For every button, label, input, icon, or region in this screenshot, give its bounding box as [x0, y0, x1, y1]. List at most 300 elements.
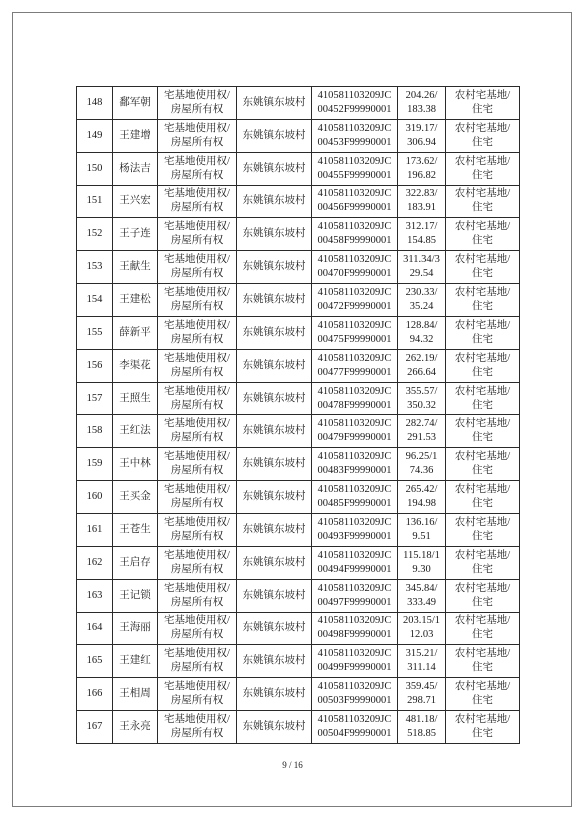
location-cell: 东姚镇东坡村 — [237, 546, 312, 579]
row-number: 148 — [77, 87, 113, 120]
usage-cell — [446, 579, 520, 612]
usage-line-1: 农村宅基地/ — [454, 319, 511, 331]
area-line-1: 96.25/1 — [405, 451, 438, 463]
cert-number-line-2: 00456F99990001 — [317, 202, 392, 214]
right-type-cell — [158, 546, 237, 579]
right-type-cell — [158, 382, 237, 415]
right-type-cell — [158, 513, 237, 546]
table-row — [77, 678, 520, 711]
holder-name: 王子连 — [113, 218, 158, 251]
usage-line-2: 住宅 — [472, 235, 493, 247]
area-line-2: 518.85 — [407, 727, 436, 739]
holder-name: 王红法 — [113, 415, 158, 448]
area-line-2: 350.32 — [407, 399, 436, 411]
cert-number-line-1: 410581103209JC — [317, 516, 392, 528]
cert-number-line-2: 00458F99990001 — [317, 235, 392, 247]
usage-line-2: 住宅 — [472, 169, 493, 181]
area-line-2: 183.38 — [407, 103, 436, 115]
usage-cell — [446, 415, 520, 448]
cert-number-line-2: 00499F99990001 — [317, 662, 392, 674]
location-cell: 东姚镇东坡村 — [237, 152, 312, 185]
right-type-line-1: 宅基地使用权/ — [164, 418, 230, 430]
location-cell: 东姚镇东坡村 — [237, 711, 312, 744]
right-type-line-2: 房屋所有权 — [170, 268, 224, 280]
usage-line-1: 农村宅基地/ — [454, 188, 511, 200]
cert-number-cell — [312, 284, 398, 317]
right-type-line-2: 房屋所有权 — [170, 695, 224, 707]
area-line-2: 9.51 — [412, 530, 431, 542]
right-type-line-1: 宅基地使用权/ — [164, 385, 230, 397]
cert-number-line-2: 00453F99990001 — [317, 136, 392, 148]
table-row — [77, 349, 520, 382]
area-cell — [398, 382, 446, 415]
usage-cell — [446, 251, 520, 284]
usage-line-1: 农村宅基地/ — [454, 549, 511, 561]
row-number: 160 — [77, 481, 113, 514]
right-type-line-1: 宅基地使用权/ — [164, 648, 230, 660]
right-type-line-1: 宅基地使用权/ — [164, 89, 230, 101]
usage-line-2: 住宅 — [472, 662, 493, 674]
cert-number-line-1: 410581103209JC — [317, 648, 392, 660]
cert-number-line-2: 00477F99990001 — [317, 366, 392, 378]
row-number: 158 — [77, 415, 113, 448]
cert-number-cell — [312, 415, 398, 448]
table-row — [77, 87, 520, 120]
location-cell: 东姚镇东坡村 — [237, 645, 312, 678]
right-type-cell — [158, 678, 237, 711]
area-line-1: 315.21/ — [405, 648, 438, 660]
usage-line-1: 农村宅基地/ — [454, 221, 511, 233]
row-number: 165 — [77, 645, 113, 678]
cert-number-line-2: 00478F99990001 — [317, 399, 392, 411]
area-cell — [398, 612, 446, 645]
row-number: 164 — [77, 612, 113, 645]
cert-number-line-1: 410581103209JC — [317, 681, 392, 693]
cert-number-line-2: 00455F99990001 — [317, 169, 392, 181]
usage-line-1: 农村宅基地/ — [454, 254, 511, 266]
area-line-1: 230.33/ — [405, 286, 438, 298]
usage-cell — [446, 185, 520, 218]
cert-number-line-2: 00452F99990001 — [317, 103, 392, 115]
usage-line-2: 住宅 — [472, 727, 493, 739]
usage-line-1: 农村宅基地/ — [454, 89, 511, 101]
location-cell: 东姚镇东坡村 — [237, 87, 312, 120]
right-type-line-2: 房屋所有权 — [170, 629, 224, 641]
area-cell — [398, 513, 446, 546]
row-number: 149 — [77, 119, 113, 152]
usage-cell — [446, 481, 520, 514]
cert-number-cell — [312, 152, 398, 185]
usage-cell — [446, 382, 520, 415]
holder-name: 王买金 — [113, 481, 158, 514]
location-cell: 东姚镇东坡村 — [237, 579, 312, 612]
cert-number-line-1: 410581103209JC — [317, 713, 392, 725]
right-type-cell — [158, 87, 237, 120]
location-cell: 东姚镇东坡村 — [237, 218, 312, 251]
usage-line-1: 农村宅基地/ — [454, 385, 511, 397]
usage-cell — [446, 678, 520, 711]
holder-name: 鄱军朝 — [113, 87, 158, 120]
cert-number-line-1: 410581103209JC — [317, 254, 392, 266]
usage-cell — [446, 87, 520, 120]
usage-line-2: 住宅 — [472, 136, 493, 148]
right-type-cell — [158, 316, 237, 349]
usage-cell — [446, 645, 520, 678]
holder-name: 王兴宏 — [113, 185, 158, 218]
usage-line-2: 住宅 — [472, 596, 493, 608]
area-line-2: 29.54 — [409, 268, 434, 280]
holder-name: 王苍生 — [113, 513, 158, 546]
row-number: 167 — [77, 711, 113, 744]
location-cell: 东姚镇东坡村 — [237, 251, 312, 284]
usage-line-2: 住宅 — [472, 498, 493, 510]
cert-number-cell — [312, 316, 398, 349]
location-cell: 东姚镇东坡村 — [237, 284, 312, 317]
row-number: 163 — [77, 579, 113, 612]
table-row — [77, 185, 520, 218]
area-line-1: 311.34/3 — [403, 254, 440, 266]
row-number: 155 — [77, 316, 113, 349]
right-type-line-2: 房屋所有权 — [170, 333, 224, 345]
holder-name: 杨法吉 — [113, 152, 158, 185]
location-cell: 东姚镇东坡村 — [237, 481, 312, 514]
table-row — [77, 382, 520, 415]
cert-number-cell — [312, 579, 398, 612]
area-line-2: 291.53 — [407, 432, 436, 444]
location-cell: 东姚镇东坡村 — [237, 382, 312, 415]
area-line-2: 266.64 — [407, 366, 436, 378]
area-line-1: 355.57/ — [405, 385, 438, 397]
usage-cell — [446, 513, 520, 546]
area-cell — [398, 546, 446, 579]
holder-name: 王建松 — [113, 284, 158, 317]
usage-line-1: 农村宅基地/ — [454, 681, 511, 693]
usage-line-2: 住宅 — [472, 530, 493, 542]
usage-line-2: 住宅 — [472, 432, 493, 444]
usage-line-2: 住宅 — [472, 202, 493, 214]
usage-cell — [446, 711, 520, 744]
right-type-cell — [158, 185, 237, 218]
right-type-line-2: 房屋所有权 — [170, 399, 224, 411]
right-type-line-1: 宅基地使用权/ — [164, 615, 230, 627]
area-line-1: 481.18/ — [405, 713, 438, 725]
right-type-line-1: 宅基地使用权/ — [164, 122, 230, 134]
usage-cell — [446, 152, 520, 185]
area-cell — [398, 316, 446, 349]
cert-number-line-2: 00485F99990001 — [317, 498, 392, 510]
area-line-1: 312.17/ — [405, 221, 438, 233]
holder-name: 王建增 — [113, 119, 158, 152]
area-cell — [398, 119, 446, 152]
right-type-line-1: 宅基地使用权/ — [164, 319, 230, 331]
usage-line-2: 住宅 — [472, 563, 493, 575]
right-type-line-2: 房屋所有权 — [170, 563, 224, 575]
usage-line-1: 农村宅基地/ — [454, 122, 511, 134]
row-number: 162 — [77, 546, 113, 579]
usage-line-2: 住宅 — [472, 268, 493, 280]
area-line-2: 74.36 — [409, 465, 434, 477]
right-type-line-1: 宅基地使用权/ — [164, 484, 230, 496]
cert-number-line-2: 00504F99990001 — [317, 727, 392, 739]
cert-number-line-1: 410581103209JC — [317, 319, 392, 331]
right-type-line-2: 房屋所有权 — [170, 136, 224, 148]
right-type-cell — [158, 612, 237, 645]
usage-line-1: 农村宅基地/ — [454, 352, 511, 364]
area-line-2: 311.14 — [407, 662, 436, 674]
area-line-1: 282.74/ — [405, 418, 438, 430]
right-type-cell — [158, 448, 237, 481]
cert-number-cell — [312, 119, 398, 152]
cert-number-cell — [312, 251, 398, 284]
area-cell — [398, 251, 446, 284]
usage-line-1: 农村宅基地/ — [454, 286, 511, 298]
usage-line-2: 住宅 — [472, 103, 493, 115]
area-line-1: 265.42/ — [405, 484, 438, 496]
right-type-line-2: 房屋所有权 — [170, 596, 224, 608]
right-type-line-1: 宅基地使用权/ — [164, 582, 230, 594]
registration-table — [76, 86, 520, 744]
area-cell — [398, 579, 446, 612]
location-cell: 东姚镇东坡村 — [237, 349, 312, 382]
usage-line-2: 住宅 — [472, 300, 493, 312]
row-number: 156 — [77, 349, 113, 382]
location-cell: 东姚镇东坡村 — [237, 185, 312, 218]
right-type-cell — [158, 349, 237, 382]
right-type-line-2: 房屋所有权 — [170, 202, 224, 214]
usage-line-1: 农村宅基地/ — [454, 582, 511, 594]
cert-number-line-1: 410581103209JC — [317, 89, 392, 101]
usage-cell — [446, 119, 520, 152]
row-number: 161 — [77, 513, 113, 546]
row-number: 159 — [77, 448, 113, 481]
cert-number-line-1: 410581103209JC — [317, 286, 392, 298]
area-cell — [398, 284, 446, 317]
right-type-cell — [158, 284, 237, 317]
cert-number-cell — [312, 513, 398, 546]
row-number: 151 — [77, 185, 113, 218]
cert-number-line-1: 410581103209JC — [317, 352, 392, 364]
table-row — [77, 415, 520, 448]
area-line-1: 322.83/ — [405, 188, 438, 200]
cert-number-line-1: 410581103209JC — [317, 122, 392, 134]
table-row — [77, 218, 520, 251]
row-number: 157 — [77, 382, 113, 415]
area-cell — [398, 415, 446, 448]
cert-number-cell — [312, 678, 398, 711]
table-row — [77, 119, 520, 152]
usage-cell — [446, 448, 520, 481]
right-type-cell — [158, 218, 237, 251]
cert-number-line-2: 00470F99990001 — [317, 268, 392, 280]
area-line-1: 173.62/ — [405, 155, 438, 167]
area-line-1: 203.15/1 — [402, 615, 441, 627]
area-line-1: 128.84/ — [405, 319, 438, 331]
table-row — [77, 645, 520, 678]
right-type-line-1: 宅基地使用权/ — [164, 155, 230, 167]
cert-number-cell — [312, 546, 398, 579]
area-line-1: 345.84/ — [405, 582, 438, 594]
usage-line-1: 农村宅基地/ — [454, 418, 511, 430]
usage-line-2: 住宅 — [472, 333, 493, 345]
table-row — [77, 316, 520, 349]
area-cell — [398, 152, 446, 185]
location-cell: 东姚镇东坡村 — [237, 448, 312, 481]
location-cell: 东姚镇东坡村 — [237, 119, 312, 152]
location-cell: 东姚镇东坡村 — [237, 316, 312, 349]
area-line-2: 306.94 — [407, 136, 436, 148]
area-line-2: 333.49 — [407, 596, 436, 608]
row-number: 152 — [77, 218, 113, 251]
cert-number-cell — [312, 185, 398, 218]
area-line-2: 9.30 — [412, 563, 431, 575]
usage-line-1: 农村宅基地/ — [454, 713, 511, 725]
right-type-cell — [158, 251, 237, 284]
right-type-cell — [158, 711, 237, 744]
area-line-2: 94.32 — [409, 333, 434, 345]
area-cell — [398, 349, 446, 382]
right-type-line-1: 宅基地使用权/ — [164, 549, 230, 561]
location-cell: 东姚镇东坡村 — [237, 678, 312, 711]
right-type-cell — [158, 645, 237, 678]
holder-name: 王相周 — [113, 678, 158, 711]
right-type-line-2: 房屋所有权 — [170, 432, 224, 444]
table-row — [77, 448, 520, 481]
cert-number-line-2: 00494F99990001 — [317, 563, 392, 575]
area-cell — [398, 678, 446, 711]
table-row — [77, 481, 520, 514]
right-type-line-1: 宅基地使用权/ — [164, 254, 230, 266]
right-type-line-1: 宅基地使用权/ — [164, 221, 230, 233]
area-line-1: 115.18/1 — [403, 549, 440, 561]
cert-number-line-1: 410581103209JC — [317, 221, 392, 233]
cert-number-cell — [312, 612, 398, 645]
area-line-2: 35.24 — [409, 300, 434, 312]
right-type-line-2: 房屋所有权 — [170, 498, 224, 510]
cert-number-line-2: 00497F99990001 — [317, 596, 392, 608]
cert-number-cell — [312, 382, 398, 415]
row-number: 150 — [77, 152, 113, 185]
area-line-1: 359.45/ — [405, 681, 438, 693]
cert-number-line-1: 410581103209JC — [317, 615, 392, 627]
row-number: 166 — [77, 678, 113, 711]
area-cell — [398, 185, 446, 218]
holder-name: 王中林 — [113, 448, 158, 481]
usage-line-1: 农村宅基地/ — [454, 155, 511, 167]
usage-line-1: 农村宅基地/ — [454, 451, 511, 463]
cert-number-cell — [312, 349, 398, 382]
area-line-2: 12.03 — [409, 629, 434, 641]
area-line-2: 196.82 — [407, 169, 436, 181]
usage-line-1: 农村宅基地/ — [454, 648, 511, 660]
holder-name: 薛新平 — [113, 316, 158, 349]
cert-number-cell — [312, 645, 398, 678]
cert-number-line-1: 410581103209JC — [317, 155, 392, 167]
area-cell — [398, 645, 446, 678]
area-cell — [398, 87, 446, 120]
right-type-line-2: 房屋所有权 — [170, 169, 224, 181]
right-type-line-2: 房屋所有权 — [170, 103, 224, 115]
row-number: 154 — [77, 284, 113, 317]
right-type-line-2: 房屋所有权 — [170, 465, 224, 477]
cert-number-cell — [312, 87, 398, 120]
area-line-1: 319.17/ — [405, 122, 438, 134]
right-type-cell — [158, 481, 237, 514]
right-type-line-1: 宅基地使用权/ — [164, 188, 230, 200]
cert-number-line-2: 00503F99990001 — [317, 695, 392, 707]
cert-number-line-2: 00479F99990001 — [317, 432, 392, 444]
right-type-line-2: 房屋所有权 — [170, 727, 224, 739]
cert-number-line-2: 00475F99990001 — [317, 333, 392, 345]
holder-name: 王海丽 — [113, 612, 158, 645]
right-type-line-1: 宅基地使用权/ — [164, 286, 230, 298]
right-type-line-1: 宅基地使用权/ — [164, 516, 230, 528]
right-type-cell — [158, 152, 237, 185]
right-type-line-2: 房屋所有权 — [170, 530, 224, 542]
holder-name: 王照生 — [113, 382, 158, 415]
holder-name: 李渠花 — [113, 349, 158, 382]
table-body — [77, 87, 520, 744]
location-cell: 东姚镇东坡村 — [237, 612, 312, 645]
cert-number-line-2: 00483F99990001 — [317, 465, 392, 477]
cert-number-line-2: 00498F99990001 — [317, 629, 392, 641]
usage-line-2: 住宅 — [472, 695, 493, 707]
location-cell: 东姚镇东坡村 — [237, 415, 312, 448]
table-row — [77, 612, 520, 645]
holder-name: 王记锁 — [113, 579, 158, 612]
usage-line-1: 农村宅基地/ — [454, 615, 511, 627]
area-line-2: 183.91 — [407, 202, 436, 214]
table-row — [77, 513, 520, 546]
table-row — [77, 711, 520, 744]
usage-cell — [446, 349, 520, 382]
right-type-line-2: 房屋所有权 — [170, 300, 224, 312]
cert-number-cell — [312, 711, 398, 744]
usage-line-2: 住宅 — [472, 629, 493, 641]
cert-number-line-1: 410581103209JC — [317, 418, 392, 430]
area-line-2: 154.85 — [407, 235, 436, 247]
right-type-line-1: 宅基地使用权/ — [164, 352, 230, 364]
cert-number-line-1: 410581103209JC — [317, 484, 392, 496]
cert-number-cell — [312, 448, 398, 481]
area-cell — [398, 448, 446, 481]
row-number: 153 — [77, 251, 113, 284]
cert-number-line-1: 410581103209JC — [317, 385, 392, 397]
table-row — [77, 284, 520, 317]
table-row — [77, 152, 520, 185]
area-line-1: 204.26/ — [405, 89, 438, 101]
cert-number-line-1: 410581103209JC — [317, 582, 392, 594]
page-number: 9 / 16 — [282, 760, 303, 770]
area-cell — [398, 218, 446, 251]
cert-number-line-2: 00472F99990001 — [317, 300, 392, 312]
right-type-line-2: 房屋所有权 — [170, 366, 224, 378]
location-cell: 东姚镇东坡村 — [237, 513, 312, 546]
right-type-line-2: 房屋所有权 — [170, 662, 224, 674]
holder-name: 王永亮 — [113, 711, 158, 744]
right-type-cell — [158, 119, 237, 152]
area-line-2: 194.98 — [407, 498, 436, 510]
holder-name: 王献生 — [113, 251, 158, 284]
cert-number-cell — [312, 218, 398, 251]
right-type-line-2: 房屋所有权 — [170, 235, 224, 247]
usage-line-1: 农村宅基地/ — [454, 516, 511, 528]
usage-line-2: 住宅 — [472, 465, 493, 477]
cert-number-cell — [312, 481, 398, 514]
right-type-line-1: 宅基地使用权/ — [164, 681, 230, 693]
usage-line-1: 农村宅基地/ — [454, 484, 511, 496]
holder-name: 王启存 — [113, 546, 158, 579]
usage-cell — [446, 612, 520, 645]
